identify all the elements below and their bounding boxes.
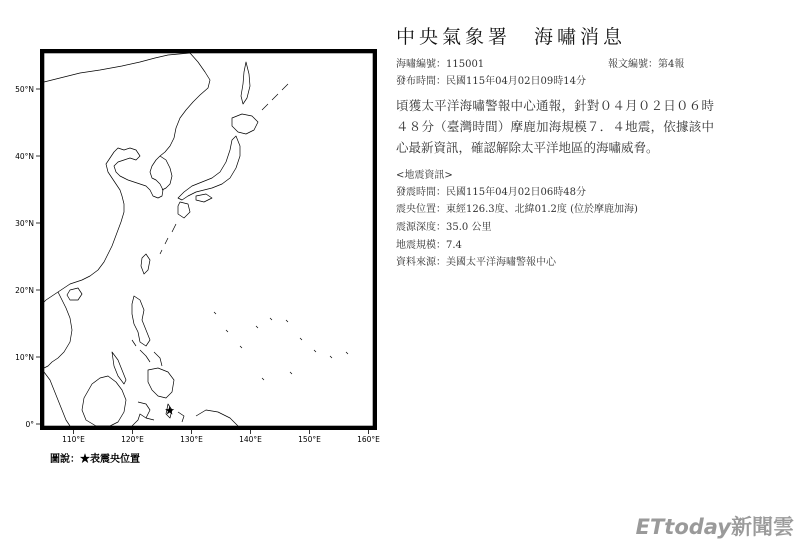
lat-tick-label: 20°N — [15, 286, 34, 295]
lon-tick-label: 110°E — [62, 435, 85, 444]
bulletin-message: 頃獲太平洋海嘯警報中心通報，針對０４月０２日０６時４８分（臺灣時間）摩鹿加海規模７．４地震，依據該中心最新資訊，確認解除太平洋地區的海嘯威脅。 — [396, 98, 714, 155]
ettoday-watermark — [636, 511, 794, 541]
lat-tick-label: 40°N — [15, 152, 34, 161]
quake-info-header: <地震資訊> — [396, 170, 453, 181]
report-number: 報文編號：第4報 — [608, 59, 685, 70]
issue-time: 發布時間：民國115年04月02日09時14分 — [396, 76, 586, 87]
lat-tick-label: 10°N — [15, 353, 34, 362]
lon-tick-label: 160°E — [357, 435, 380, 444]
quake-depth: 震源深度：35.0 公里 — [396, 222, 492, 233]
lat-tick-label: 50°N — [15, 85, 34, 94]
quake-time: 發震時間：民國115年04月02日06時48分 — [396, 187, 586, 198]
lat-tick-label: 30°N — [15, 219, 34, 228]
map-frame — [40, 49, 377, 430]
watermark-brand: ETtoday — [635, 515, 731, 539]
tsunami-number: 海嘯編號：115001 — [396, 59, 485, 70]
data-source: 資料來源：美國太平洋海嘯警報中心 — [396, 257, 556, 268]
quake-magnitude: 地震規模：7.4 — [396, 240, 462, 251]
map-caption: 圖說：★表震央位置 — [50, 454, 140, 465]
lon-tick-label: 130°E — [180, 435, 203, 444]
quake-location: 震央位置：東經126.3度、北緯01.2度 (位於摩鹿加海) — [396, 204, 638, 215]
watermark-suffix: 新聞雲 — [731, 515, 794, 539]
lon-tick-label: 150°E — [298, 435, 321, 444]
epicenter-star-icon: ★ — [164, 403, 176, 418]
lon-tick-label: 120°E — [121, 435, 144, 444]
lat-tick-label: 0° — [25, 420, 34, 429]
lon-tick-label: 140°E — [239, 435, 262, 444]
bulletin-title: 中央氣象署 海嘯消息 — [396, 26, 627, 48]
